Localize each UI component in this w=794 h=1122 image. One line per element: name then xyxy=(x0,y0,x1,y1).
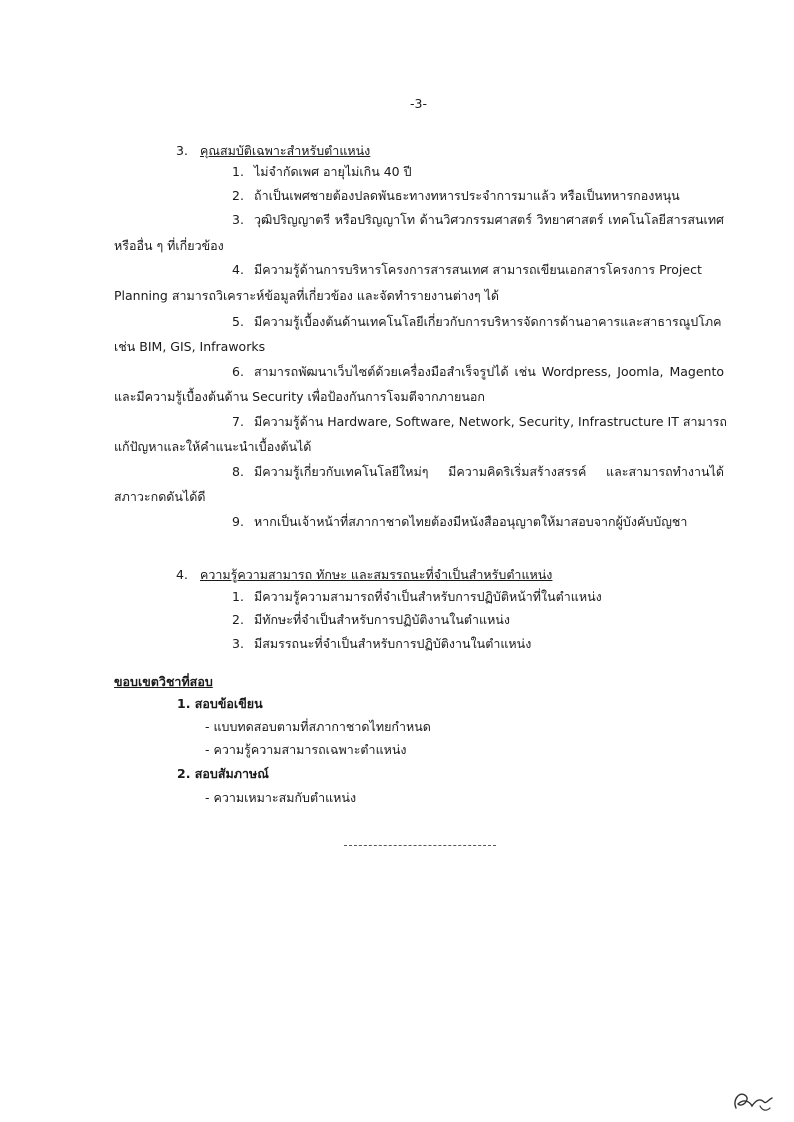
section4-item3-num: 3. xyxy=(232,636,244,651)
section3-item9-text: หากเป็นเจ้าหน้าที่สภากาชาดไทยต้องมีหนังสืออนุญาตให้มาสอบจากผู้บังคับบัญชา xyxy=(254,514,688,529)
section3-item3-num: 3. xyxy=(232,212,244,227)
section3-item2-num: 2. xyxy=(232,188,244,203)
end-separator-line xyxy=(344,845,496,846)
section3-item3-text: วุฒิปริญญาตรี หรือปริญญาโท ด้านวิศวกรรมศาสตร์ วิทยาศาสตร์ เทคโนโลยีสารสนเทศ xyxy=(254,212,724,227)
written-exam-item1: - แบบทดสอบตามที่สภากาชาดไทยกำหนด xyxy=(205,719,431,734)
section3-item2-text: ถ้าเป็นเพศชายต้องปลดพันธะทางทหารประจำการมาแล้ว หรือเป็นทหารกองหนุน xyxy=(254,188,680,203)
section4-item2-num: 2. xyxy=(232,612,244,627)
section3-item3-cont: หรืออื่น ๆ ที่เกี่ยวข้อง xyxy=(114,238,224,253)
exam-scope-title: ขอบเขตวิชาที่สอบ xyxy=(114,674,213,689)
section3-item7-num: 7. xyxy=(232,414,244,429)
section3-item6-text: สามารถพัฒนาเว็บไซต์ด้วยเครื่องมือสำเร็จรูปได้ เช่น Wordpress, Joomla, Magento xyxy=(254,364,724,379)
signature-mark xyxy=(730,1082,778,1116)
section3-item5-num: 5. xyxy=(232,314,244,329)
written-exam-heading: 1. สอบข้อเขียน xyxy=(177,696,263,711)
section3-number: 3. xyxy=(176,143,188,158)
section3-item8-cont: สภาวะกดดันได้ดี xyxy=(114,489,206,504)
section3-item1-text: ไม่จำกัดเพศ อายุไม่เกิน 40 ปี xyxy=(254,164,412,179)
section3-item6-num: 6. xyxy=(232,364,244,379)
section3-title: คุณสมบัติเฉพาะสำหรับตำแหน่ง xyxy=(200,143,371,158)
section3-item4-cont: Planning สามารถวิเคราะห์ข้อมูลที่เกี่ยวข้อง และจัดทำรายงานต่างๆ ได้ xyxy=(114,288,500,303)
interview-heading: 2. สอบสัมภาษณ์ xyxy=(177,766,269,781)
page-number: -3- xyxy=(410,96,427,111)
section3-item7-cont: แก้ปัญหาและให้คำแนะนำเบื้องต้นได้ xyxy=(114,439,312,454)
section3-item9-num: 9. xyxy=(232,514,244,529)
written-exam-item2: - ความรู้ความสามารถเฉพาะตำแหน่ง xyxy=(205,742,407,757)
section4-item1-text: มีความรู้ความสามารถที่จำเป็นสำหรับการปฏิบัติหน้าที่ในตำแหน่ง xyxy=(254,589,602,604)
section3-item8-num: 8. xyxy=(232,464,244,479)
section3-item4-num: 4. xyxy=(232,262,244,277)
section3-item6-cont: และมีความรู้เบื้องต้นด้าน Security เพื่อป้องกันการโจมตีจากภายนอก xyxy=(114,389,485,404)
section4-number: 4. xyxy=(176,567,188,582)
interview-item1: - ความเหมาะสมกับตำแหน่ง xyxy=(205,790,357,805)
section4-item2-text: มีทักษะที่จำเป็นสำหรับการปฏิบัติงานในตำแหน่ง xyxy=(254,612,510,627)
section4-item3-text: มีสมรรถนะที่จำเป็นสำหรับการปฏิบัติงานในตำแหน่ง xyxy=(254,636,532,651)
section4-title: ความรู้ความสามารถ ทักษะ และสมรรถนะที่จำเป็นสำหรับตำแหน่ง xyxy=(200,567,553,582)
section3-item4-text: มีความรู้ด้านการบริหารโครงการสารสนเทศ สามารถเขียนเอกสารโครงการ Project xyxy=(254,262,702,277)
section3-item1-num: 1. xyxy=(232,164,244,179)
section3-item8-text: มีความรู้เกี่ยวกับเทคโนโลยีใหม่ๆ มีความคิดริเริ่มสร้างสรรค์ และสามารถทำงานได้ xyxy=(254,464,724,479)
section4-item1-num: 1. xyxy=(232,589,244,604)
section3-item5-text: มีความรู้เบื้องต้นด้านเทคโนโลยีเกี่ยวกับการบริหารจัดการด้านอาคารและสาธารณูปโภค xyxy=(254,314,722,329)
section3-item7-text: มีความรู้ด้าน Hardware, Software, Network, Security, Infrastructure IT สามารถ xyxy=(254,414,728,429)
section3-item5-cont: เช่น BIM, GIS, Infraworks xyxy=(114,339,266,354)
